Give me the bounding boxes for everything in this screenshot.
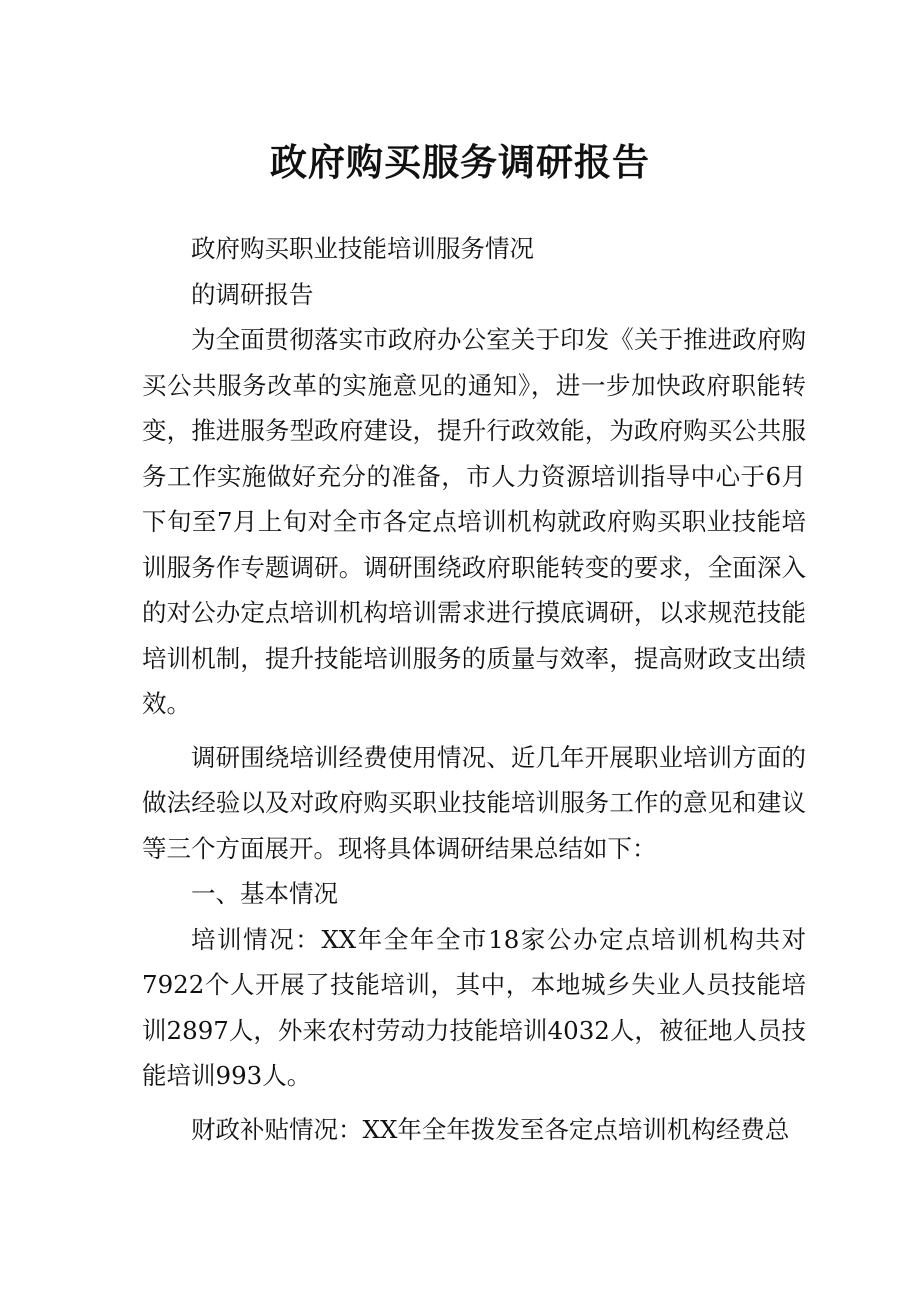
- paragraph-scope: 调研围绕培训经费使用情况、近几年开展职业培训方面的做法经验以及对政府购买职业技能培训服务工作的意见和建议等三个方面展开。现将具体调研结果总结如下：: [142, 742, 806, 863]
- subtitle-line-2: 的调研报告: [191, 279, 314, 309]
- subtitle-line-1: 政府购买职业技能培训服务情况: [191, 234, 534, 263]
- document-body: [142, 226, 806, 1152]
- paragraph-intro: 为全面贯彻落实市政府办公室关于印发《关于推进政府购买公共服务改革的实施意见的通知》，进一步加快政府职能转变，推进服务型政府建设，提升行政效能，为政府购买公共服务工作实施做好充分的准备，市人力资源培训指导中心于6月下旬至7月上旬对全市各定点培训机构就政府购买职业技能培训服务作专题调研。调研围绕政府职能转变的要求，全面深入的对公办定点培训机构培训需求进行摸底调研，以求规范技能培训机制，提升技能培训服务的质量与效率，提高财政支出绩效。: [142, 325, 806, 718]
- paragraph-training: 培训情况：XX年全年全市18家公办定点培训机构共对7922个人开展了技能培训，其中，本地城乡失业人员技能培训2897人，外来农村劳动力技能培训4032人，被征地人员技能培训993人。: [142, 924, 806, 1090]
- section-heading-basic: 一、基本情况: [191, 879, 338, 908]
- paragraph-subsidy: 财政补贴情况：XX年全年拨发至各定点培训机构经费总: [191, 1114, 790, 1144]
- document-title: 政府购买服务调研报告: [270, 139, 650, 184]
